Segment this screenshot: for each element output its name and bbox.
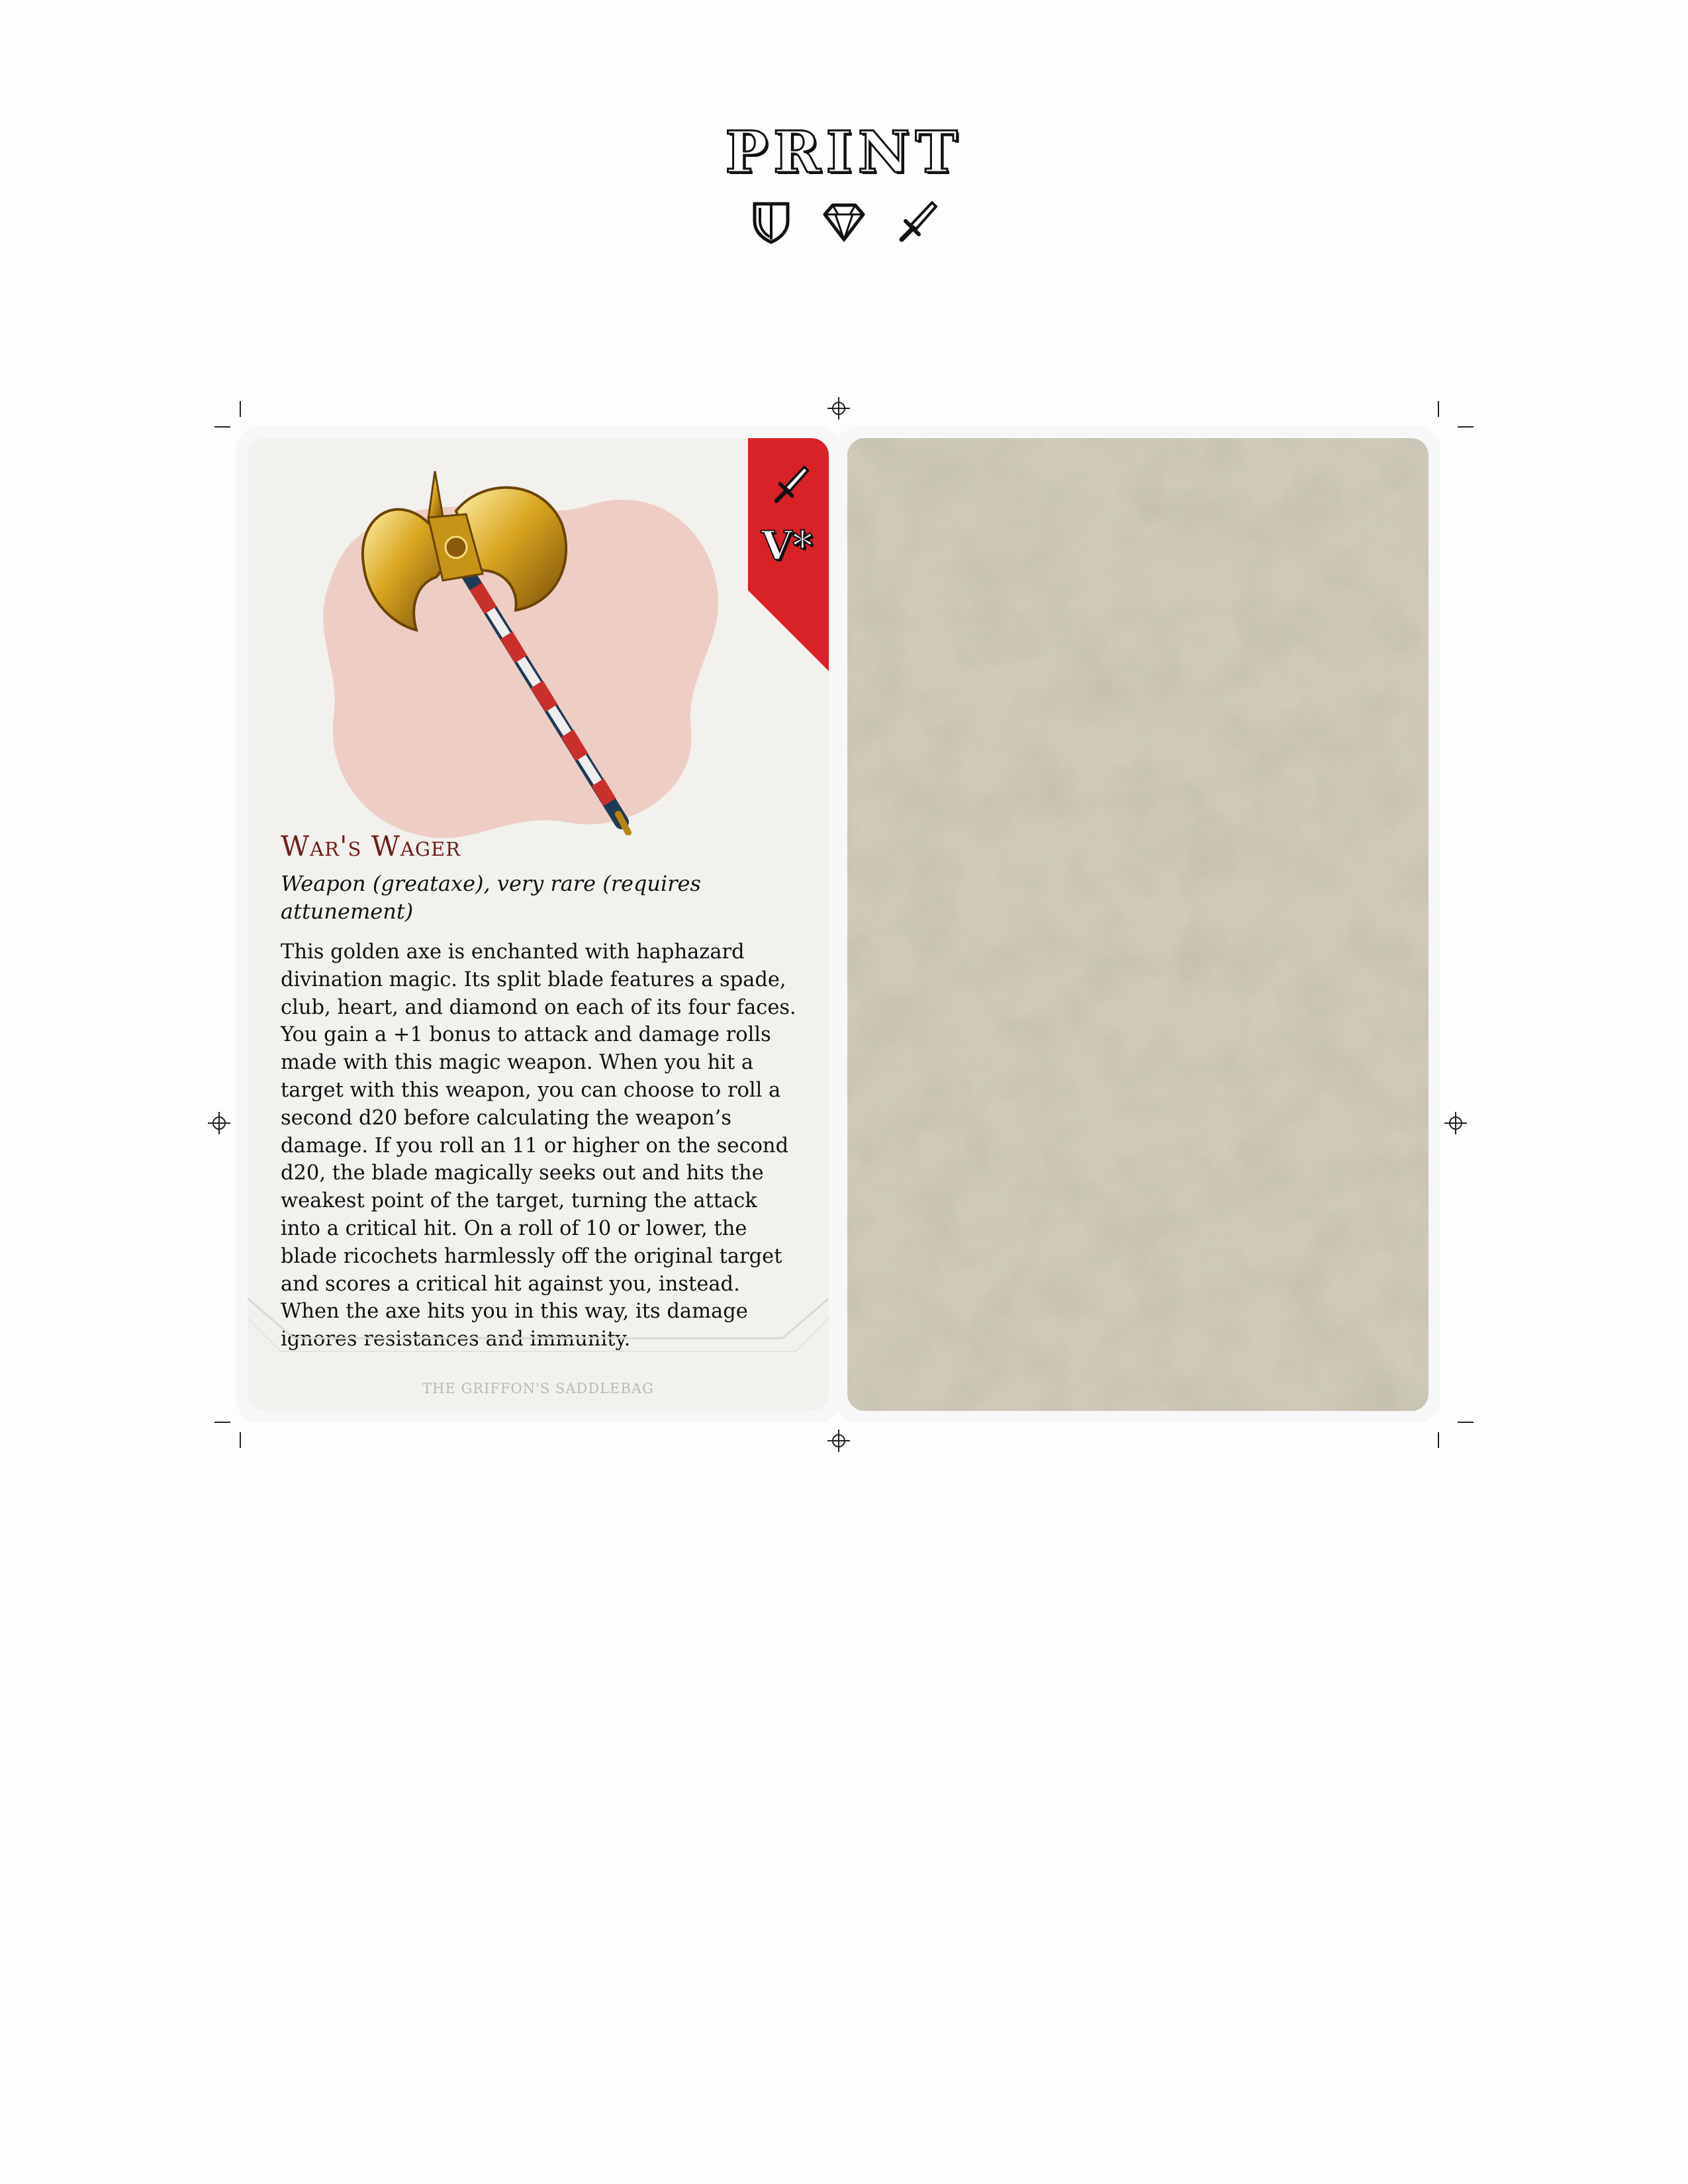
sword-icon — [769, 463, 812, 506]
card-back — [847, 438, 1429, 1411]
gem-icon — [821, 199, 867, 245]
sword-icon — [894, 199, 940, 245]
crop-mark — [1438, 401, 1439, 417]
card-front — [248, 438, 829, 1411]
item-type-line: Weapon (greataxe), very rare (requires attunement) — [281, 871, 701, 924]
crop-mark — [214, 1422, 230, 1423]
page-title: PRINT — [725, 119, 963, 186]
registration-mark — [1444, 1112, 1467, 1134]
crop-mark — [240, 401, 241, 417]
registration-mark — [208, 1112, 230, 1134]
axe-illustration — [350, 465, 668, 835]
shield-icon — [748, 199, 794, 245]
rarity-badge: V* — [761, 523, 813, 569]
crop-mark — [214, 426, 230, 428]
item-name: War's Wager — [281, 830, 461, 862]
footer-ornament — [248, 1298, 829, 1371]
parchment-texture — [847, 438, 1429, 1411]
header-icon-row — [0, 199, 1688, 245]
crop-mark — [1438, 1432, 1439, 1448]
item-description: This golden axe is enchanted with haphazard divination magic. Its split blade features a spade, club, heart, and diamond on each of its four faces. You gain a +1 bonus to attack and damage rolls made with this magic weapon. When you hit a target with this weapon, you can choose to roll a second d20 before calculating the weapon’s damage. If you roll an 11 or higher on the second d20, the blade magically seeks out and hits the weakest point of the target, turning the attack into a critical hit. On a roll of 10 or lower, the blade ricochets harmlessly off the original target and scores a critical hit against you, instead. When the axe hits you in this way, its damage ignores resistances and immunity. — [281, 940, 796, 1351]
registration-mark — [827, 397, 850, 420]
crop-mark — [240, 1432, 241, 1448]
crop-mark — [1458, 1422, 1474, 1423]
registration-mark — [827, 1430, 850, 1452]
crop-mark — [1458, 426, 1474, 428]
publisher-footer: THE GRIFFON'S SADDLEBAG — [422, 1381, 654, 1396]
